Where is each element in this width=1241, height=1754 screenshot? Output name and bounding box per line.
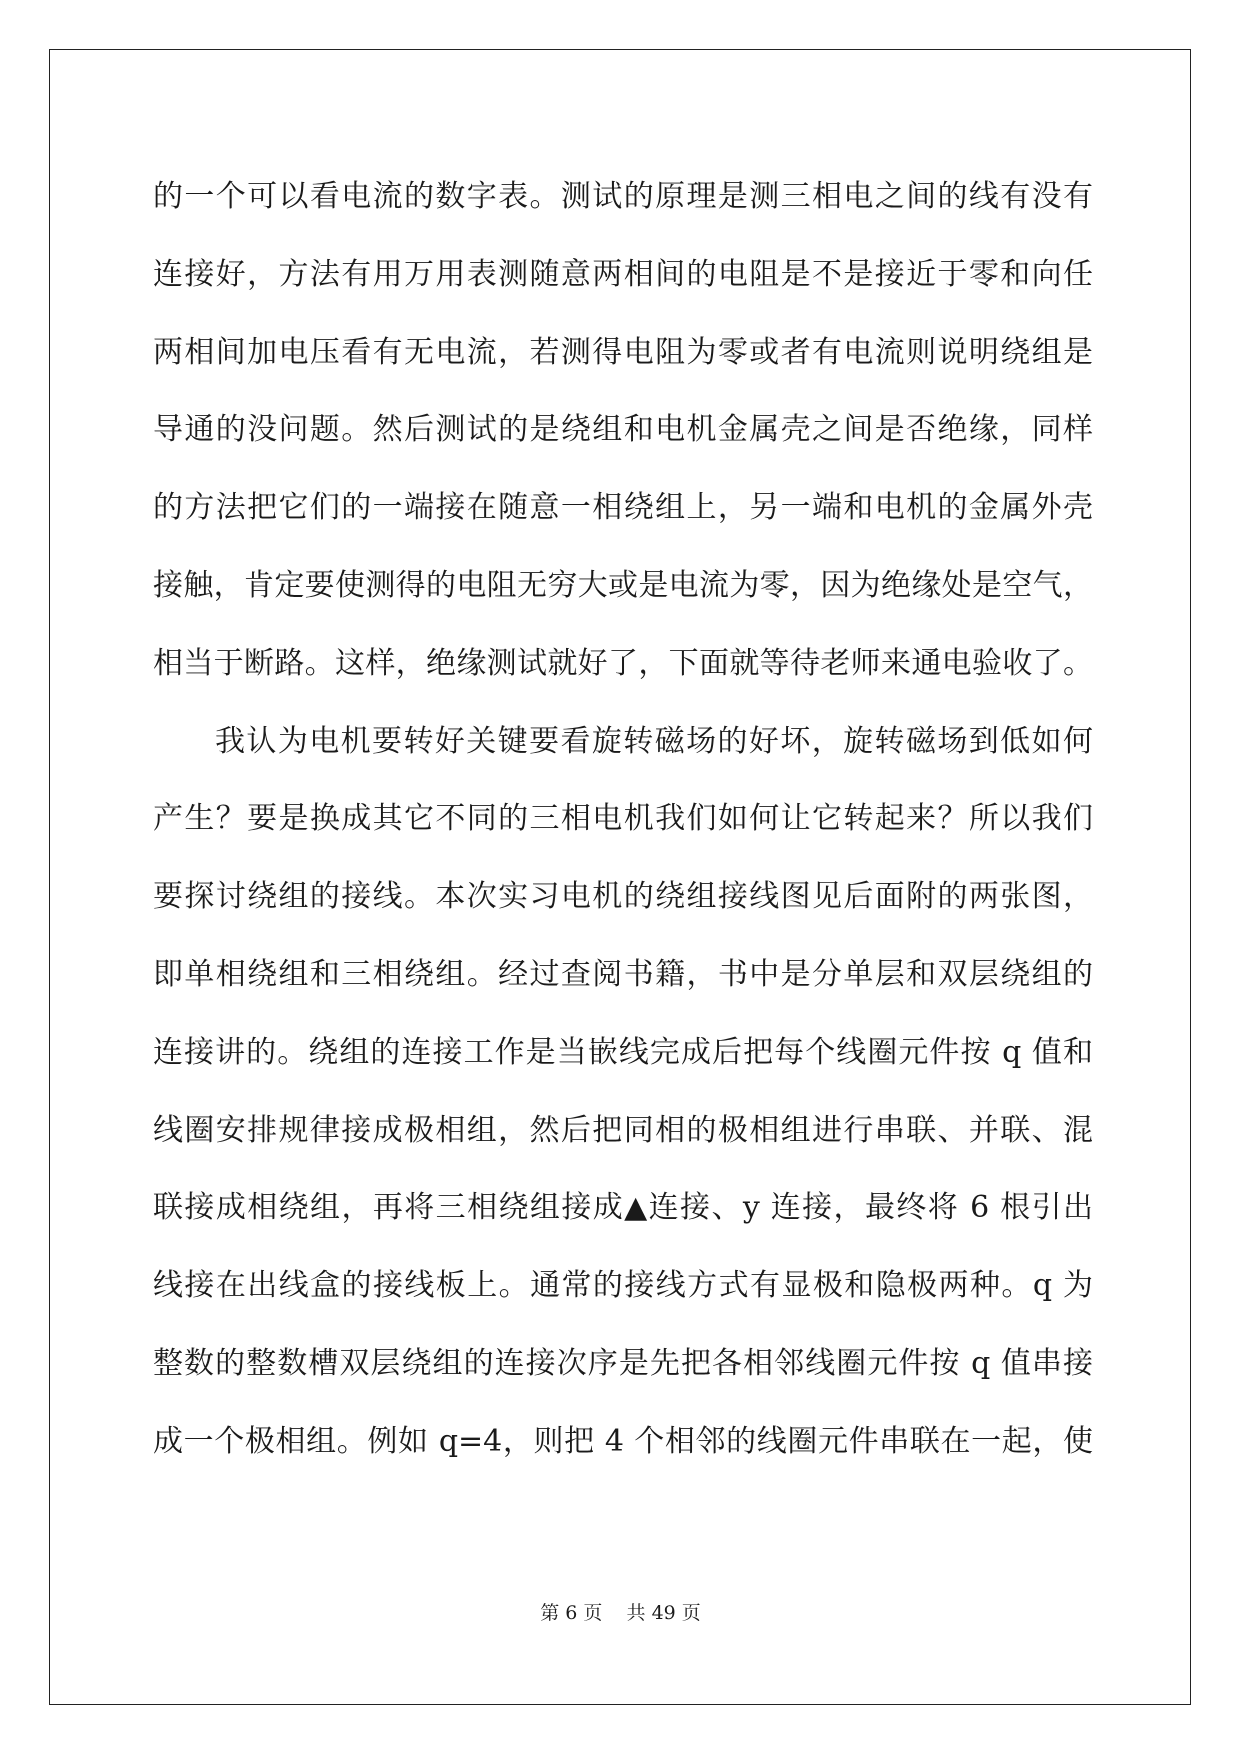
page-number: 第 6 页 — [540, 1602, 603, 1624]
text-line: 即单相绕组和三相绕组。经过查阅书籍，书中是分单层和双层绕组的 — [153, 956, 1093, 992]
paragraph-first-line: 我认为电机要转好关键要看旋转磁场的好坏，旋转磁场到低如何 — [215, 723, 1093, 759]
text-line: 产生？要是换成其它不同的三相电机我们如何让它转起来？所以我们 — [153, 801, 1093, 837]
text-line: 连接讲的。绕组的连接工作是当嵌线完成后把每个线圈元件按 q 值和 — [153, 1034, 1093, 1070]
text-line: 相当于断路。这样，绝缘测试就好了，下面就等待老师来通电验收了。 — [153, 645, 1093, 681]
page-footer — [0, 1598, 1241, 1625]
text-line: 的方法把它们的一端接在随意一相绕组上，另一端和电机的金属外壳 — [153, 490, 1093, 526]
text-line: 导通的没问题。然后测试的是绕组和电机金属壳之间是否绝缘，同样 — [153, 412, 1093, 448]
text-line: 两相间加电压看有无电流，若测得电阻为零或者有电流则说明绕组是 — [153, 334, 1093, 370]
document-body — [153, 158, 1093, 1481]
text-line: 整数的整数槽双层绕组的连接次序是先把各相邻线圈元件按 q 值串接 — [153, 1345, 1093, 1381]
text-line: 连接好，方法有用万用表测随意两相间的电阻是不是接近于零和向任 — [153, 256, 1093, 292]
text-line: 线圈安排规律接成极相组，然后把同相的极相组进行串联、并联、混 — [153, 1112, 1093, 1148]
page-total: 共 49 页 — [626, 1602, 701, 1624]
text-line: 成一个极相组。例如 q=4，则把 4 个相邻的线圈元件串联在一起，使 — [153, 1423, 1093, 1459]
text-line: 的一个可以看电流的数字表。测试的原理是测三相电之间的线有没有 — [153, 179, 1093, 214]
text-line: 接触，肯定要使测得的电阻无穷大或是电流为零，因为绝缘处是空气， — [153, 567, 1093, 603]
text-line: 线接在出线盒的接线板上。通常的接线方式有显极和隐极两种。q 为 — [153, 1268, 1093, 1304]
text-line: 联接成相绕组，再将三相绕组接成▲连接、y 连接，最终将 6 根引出 — [153, 1190, 1093, 1226]
text-line: 要探讨绕组的接线。本次实习电机的绕组接线图见后面附的两张图， — [153, 879, 1093, 915]
